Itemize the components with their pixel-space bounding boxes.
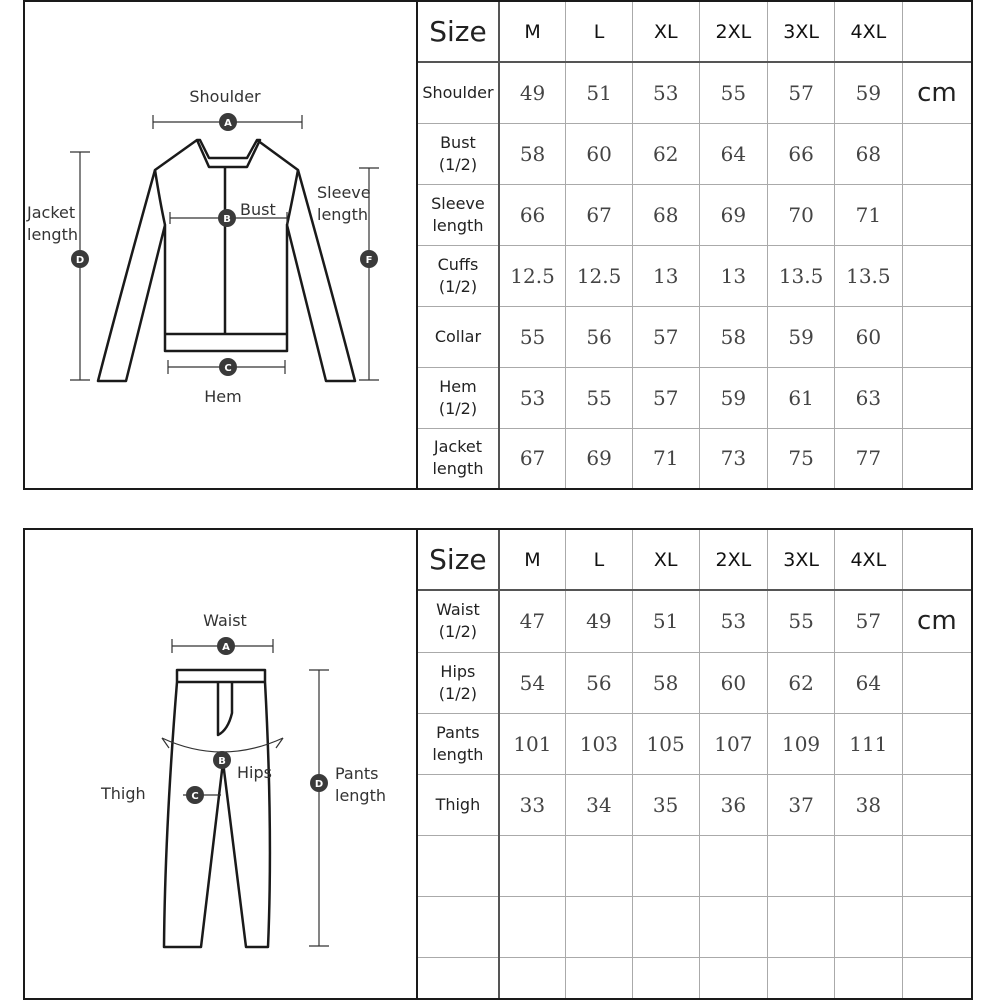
value-cell: 53	[499, 367, 566, 428]
size-col-header: L	[566, 530, 633, 590]
table-row	[418, 652, 971, 713]
empty-cell	[566, 896, 633, 957]
value-cell: 37	[768, 774, 835, 835]
value-cell: 67	[566, 184, 633, 245]
value-cell: 66	[768, 123, 835, 184]
empty-cell	[902, 713, 971, 774]
empty-cell	[902, 896, 971, 957]
value-cell: 12.5	[566, 245, 633, 306]
empty-cell	[418, 896, 499, 957]
marker-c	[219, 358, 237, 376]
empty-header-cell	[902, 2, 971, 62]
size-col-header: M	[499, 530, 566, 590]
table-row	[418, 62, 971, 123]
empty-cell	[902, 774, 971, 835]
value-cell: 49	[566, 590, 633, 652]
value-cell: 35	[632, 774, 699, 835]
value-cell: 33	[499, 774, 566, 835]
value-cell: 55	[566, 367, 633, 428]
value-cell: 38	[834, 774, 902, 835]
value-cell: 54	[499, 652, 566, 713]
empty-cell	[768, 835, 835, 896]
table-row	[418, 590, 971, 652]
value-cell: 69	[699, 184, 768, 245]
empty-cell	[768, 957, 835, 998]
empty-cell	[699, 835, 768, 896]
empty-cell	[499, 896, 566, 957]
bust-label: Bust	[240, 200, 276, 219]
row-label: Hem (1/2)	[418, 367, 499, 428]
value-cell: 64	[699, 123, 768, 184]
value-cell: 73	[699, 428, 768, 488]
value-cell: 51	[632, 590, 699, 652]
table-row	[418, 306, 971, 367]
value-cell: 70	[768, 184, 835, 245]
empty-cell	[699, 896, 768, 957]
table-row	[418, 123, 971, 184]
svg-text:F: F	[365, 255, 373, 266]
value-cell: 68	[834, 123, 902, 184]
empty-cell	[418, 835, 499, 896]
size-col-header: 4XL	[834, 2, 902, 62]
value-cell: 51	[566, 62, 633, 123]
value-cell: 68	[632, 184, 699, 245]
svg-text:B: B	[223, 214, 231, 225]
empty-cell	[632, 957, 699, 998]
value-cell: 75	[768, 428, 835, 488]
empty-row	[418, 957, 971, 998]
value-cell: 107	[699, 713, 768, 774]
value-cell: 66	[499, 184, 566, 245]
marker-b	[218, 209, 236, 227]
value-cell: 13	[699, 245, 768, 306]
row-label: Collar	[418, 306, 499, 367]
row-label: Thigh	[418, 774, 499, 835]
value-cell: 57	[632, 367, 699, 428]
row-label: Bust (1/2)	[418, 123, 499, 184]
table-row	[418, 713, 971, 774]
empty-cell	[902, 123, 971, 184]
thigh-label: Thigh	[101, 784, 146, 803]
unit-label: cm	[902, 590, 971, 652]
empty-row	[418, 835, 971, 896]
empty-cell	[699, 957, 768, 998]
empty-cell	[834, 957, 902, 998]
value-cell: 56	[566, 652, 633, 713]
value-cell: 58	[632, 652, 699, 713]
empty-cell	[902, 306, 971, 367]
value-cell: 55	[699, 62, 768, 123]
value-cell: 57	[834, 590, 902, 652]
value-cell: 59	[834, 62, 902, 123]
value-cell: 12.5	[499, 245, 566, 306]
value-cell: 69	[566, 428, 633, 488]
empty-cell	[834, 896, 902, 957]
size-col-header: 2XL	[699, 530, 768, 590]
value-cell: 36	[699, 774, 768, 835]
table-row	[418, 367, 971, 428]
value-cell: 62	[768, 652, 835, 713]
hem-label: Hem	[204, 387, 242, 406]
marker-d	[310, 774, 328, 792]
value-cell: 59	[768, 306, 835, 367]
marker-b	[213, 751, 231, 769]
empty-cell	[902, 184, 971, 245]
value-cell: 55	[768, 590, 835, 652]
value-cell: 77	[834, 428, 902, 488]
value-cell: 57	[632, 306, 699, 367]
jacket-body-outline	[98, 140, 355, 381]
value-cell: 101	[499, 713, 566, 774]
marker-a	[219, 113, 237, 131]
pants-size-chart	[23, 528, 973, 1000]
svg-text:D: D	[314, 779, 324, 790]
empty-cell	[418, 957, 499, 998]
value-cell: 55	[499, 306, 566, 367]
empty-cell	[834, 835, 902, 896]
value-cell: 34	[566, 774, 633, 835]
size-col-header: XL	[632, 530, 699, 590]
empty-cell	[902, 835, 971, 896]
row-label: Jacket length	[418, 428, 499, 488]
value-cell: 58	[499, 123, 566, 184]
empty-cell	[902, 367, 971, 428]
header-row	[418, 530, 971, 590]
size-col-header: 3XL	[768, 530, 835, 590]
row-label: Cuffs (1/2)	[418, 245, 499, 306]
empty-cell	[566, 835, 633, 896]
svg-text:A: A	[222, 642, 230, 653]
value-cell: 60	[834, 306, 902, 367]
row-label: Waist (1/2)	[418, 590, 499, 652]
jacket-size-chart	[23, 0, 973, 490]
empty-header-cell	[902, 530, 971, 590]
size-col-header: 3XL	[768, 2, 835, 62]
unit-label: cm	[902, 62, 971, 123]
size-header: Size	[418, 530, 499, 590]
empty-cell	[902, 957, 971, 998]
value-cell: 59	[699, 367, 768, 428]
size-col-header: 4XL	[834, 530, 902, 590]
value-cell: 13.5	[768, 245, 835, 306]
value-cell: 63	[834, 367, 902, 428]
marker-d	[71, 250, 89, 268]
jacket-collar	[197, 140, 260, 167]
marker-a	[217, 637, 235, 655]
row-label: Pants length	[418, 713, 499, 774]
value-cell: 60	[699, 652, 768, 713]
empty-cell	[499, 835, 566, 896]
svg-text:C: C	[191, 791, 199, 802]
value-cell: 56	[566, 306, 633, 367]
empty-cell	[499, 957, 566, 998]
value-cell: 58	[699, 306, 768, 367]
size-col-header: 2XL	[699, 2, 768, 62]
value-cell: 67	[499, 428, 566, 488]
value-cell: 49	[499, 62, 566, 123]
value-cell: 61	[768, 367, 835, 428]
value-cell: 57	[768, 62, 835, 123]
empty-cell	[632, 896, 699, 957]
pants-length-label: Pants length	[335, 764, 386, 805]
sleeve-length-label: Sleeve length	[317, 183, 371, 224]
jacket-size-table	[418, 2, 971, 488]
hips-label: Hips	[237, 763, 272, 782]
table-row	[418, 245, 971, 306]
value-cell: 60	[566, 123, 633, 184]
size-col-header: M	[499, 2, 566, 62]
svg-text:D: D	[75, 255, 85, 266]
value-cell: 111	[834, 713, 902, 774]
hips-measure-line	[162, 738, 283, 752]
value-cell: 62	[632, 123, 699, 184]
value-cell: 105	[632, 713, 699, 774]
value-cell: 47	[499, 590, 566, 652]
marker-f	[360, 250, 378, 268]
waist-label: Waist	[203, 611, 247, 630]
jacket-length-label: Jacket length	[27, 203, 78, 244]
jacket-diagram	[25, 2, 418, 488]
table-row	[418, 774, 971, 835]
svg-text:A: A	[224, 118, 232, 129]
empty-cell	[902, 652, 971, 713]
empty-cell	[902, 245, 971, 306]
row-label: Sleeve length	[418, 184, 499, 245]
row-label: Shoulder	[418, 62, 499, 123]
value-cell: 103	[566, 713, 633, 774]
value-cell: 64	[834, 652, 902, 713]
svg-text:B: B	[218, 756, 226, 767]
value-cell: 53	[632, 62, 699, 123]
value-cell: 53	[699, 590, 768, 652]
value-cell: 71	[632, 428, 699, 488]
pants-diagram	[25, 530, 418, 998]
size-col-header: XL	[632, 2, 699, 62]
svg-text:C: C	[224, 363, 232, 374]
table-row	[418, 428, 971, 488]
value-cell: 13.5	[834, 245, 902, 306]
size-header: Size	[418, 2, 499, 62]
size-col-header: L	[566, 2, 633, 62]
empty-row	[418, 896, 971, 957]
empty-cell	[902, 428, 971, 488]
shoulder-label: Shoulder	[189, 87, 261, 106]
header-row	[418, 2, 971, 62]
pants-fly	[218, 682, 232, 735]
row-label: Hips (1/2)	[418, 652, 499, 713]
table-row	[418, 184, 971, 245]
value-cell: 109	[768, 713, 835, 774]
value-cell: 71	[834, 184, 902, 245]
pants-size-table	[418, 530, 971, 998]
marker-c	[186, 786, 204, 804]
jacket-illustration	[25, 2, 416, 488]
empty-cell	[632, 835, 699, 896]
empty-cell	[768, 896, 835, 957]
value-cell: 13	[632, 245, 699, 306]
empty-cell	[566, 957, 633, 998]
